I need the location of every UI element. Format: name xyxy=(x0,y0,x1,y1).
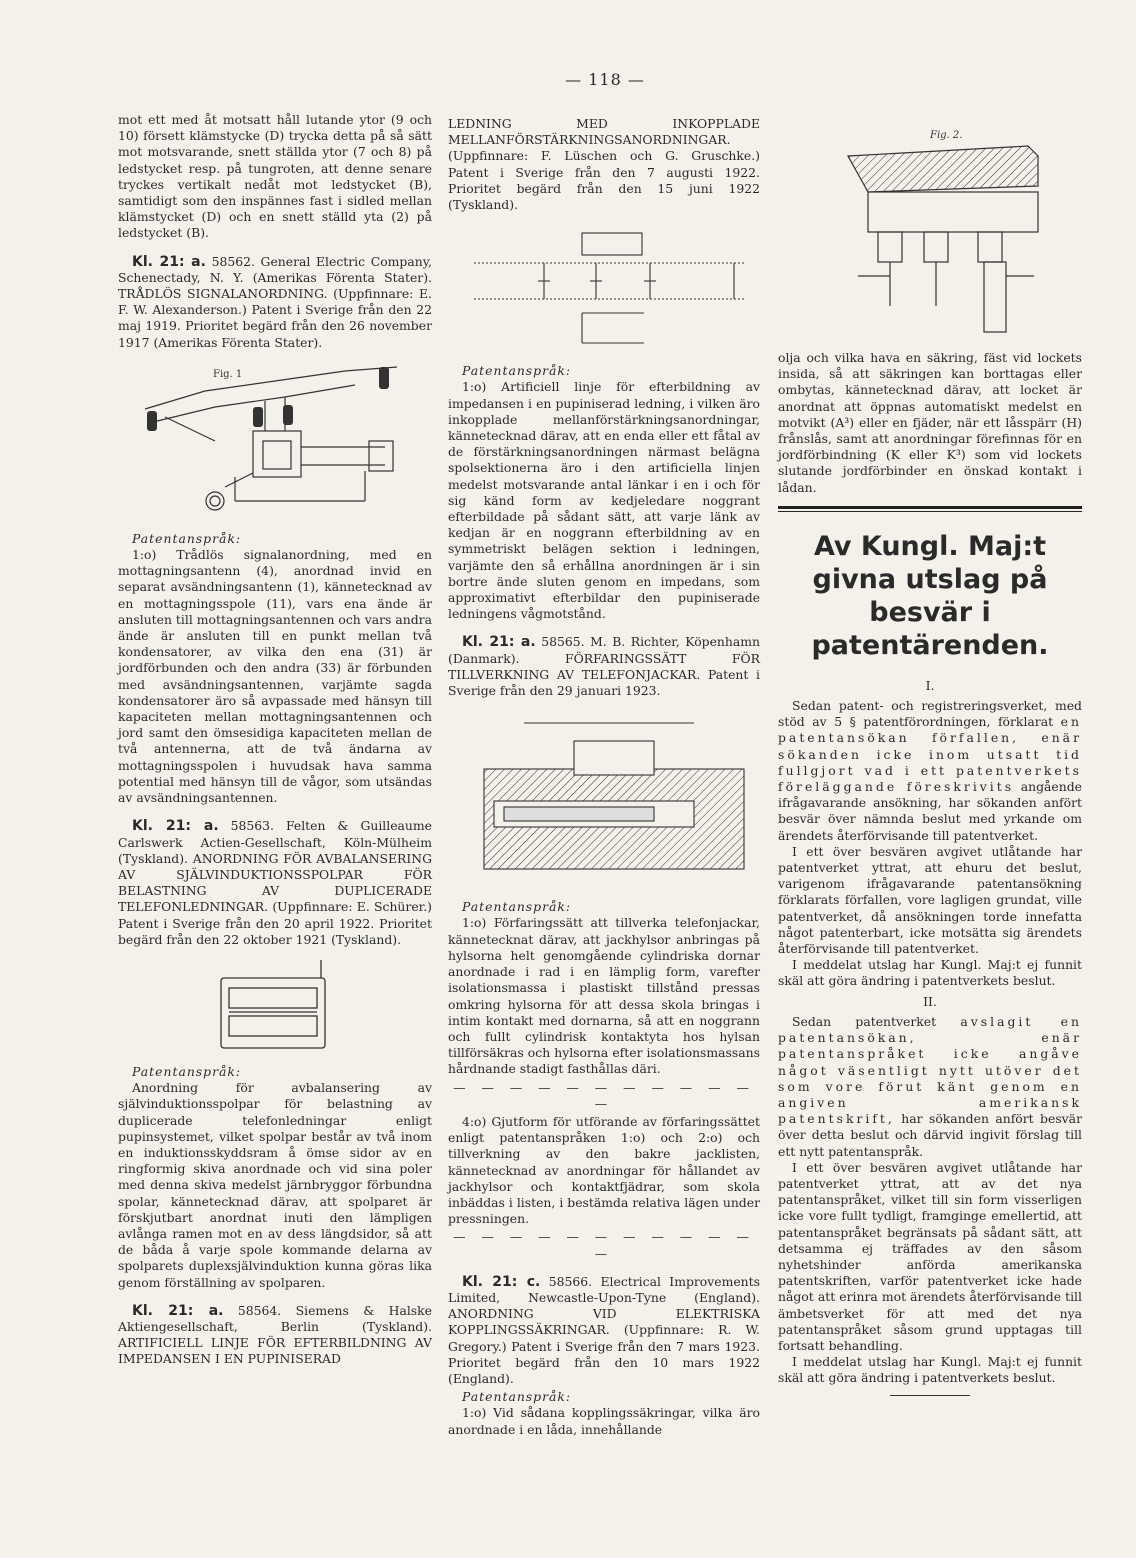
decision-2-paragraph: Sedan patentverket avslagit en patentansökan, enär patentanspråket icke angåve något väsentligt nytt utöver det som vore förut känt genom en angiven amerikansk patentskrift, har sökanden anfört besvär över detta beslut och därvid ingivit förslag till ett nytt patentanspråk. xyxy=(778,1013,1082,1159)
kl-label: Kl. 21: a. xyxy=(462,634,536,651)
section-divider-thin xyxy=(778,511,1082,512)
claim-heading: Patentanspråk: xyxy=(132,1063,242,1079)
patent-58562-body: 58562. General Electric Company, Schenectady, N. Y. (Amerikas Förenta Stater). TRÅDLÖS SIGNALANORDNING. (Uppfinnare: E. F. W. Alexanderson.) Patent i Sverige från den 22 maj 1919. Prioritet begärd från den 26 november 1917 (Amerikas Förenta Stater). xyxy=(118,253,432,350)
end-rule xyxy=(890,1395,970,1396)
patent-58565 xyxy=(448,634,760,699)
column-2: LEDNING MED INKOPPLADE MELLANFÖRSTÄRKNINGSANORDNINGAR. (Uppfinnare: F. Lüschen och G. Gruschke.) Patent i Sverige från den 7 augusti 1922. Prioritet begärd från den 15 juni 1922 (Tyskland). Patentanspråk: 1:o) Artificiell linje för efterbildning av impedansen i en pupiniserad ledning, i vilken äro inkopplade mellanförstärkningsanordningar, kännetecknad därav, att en enda eller ett fåtal av de förstärkningsanordningen närmast belägna spolsektionerna äro i den artificiella linjen medelst motsvarande antal länkar i en i och för sig känd form av kedjeledare noggrant efterbildade på sådant sätt, att varje länk av kedjan är en noggrann efterbildning av en symmetriskt belägen sektion i ledningen, varjämte den så erhållna anordningen är i sin bortre ände sluten genom en impedans, som approximativt efterbildar den pupiniserade ledningens vågmotstånd. Kl. 21: a. 58565. M. B. Richter, Köpenhamn (Danmark). FÖRFARINGSSÄTT FÖR TILLVERKNING AV TELEFONJACKAR. Patent i Sverige från den 29 januari 1923. Patentanspråk: 1:o) Förfaringssätt att tillverka telefonjackar, kännetecknat därav, att jackhylsor anbringas på hylsorna helt genomgående cylindriska dornar anordnade i rad i en lämplig form, varefter isolationsmassa i plastiskt tillstånd pressas omkring hylsorna för att dessa skola bringas i intim kontakt med dornarna, så att en noggrann och fullt cylindrisk kontaktyta hos hylsan tillförsäkras och hylsorna efter isolationsmassans hårdnande stadigt fasthållas däri. — — — — — — — — — — — — 4:o) Gjutform för utförande av förfaringssättet enligt patentanspråken 1:o) och 2:o) och tillverkning av den bakre jacklisten, kännetecknad av anordningar för hållandet av jackhylsor och kontaktfjädrar, som skola inbäddas i listen, i bestämda relativa lägen under pressningen. — — — — — — — — — — — — Kl. 21: c. 58566. Electrical Improvements Limited, Newcastle-Upon-Tyne (England). ANORDNING VID ELEKTRISKA KOPPLINGSSÄKRINGAR. (Uppfinnare: R. W. Gregory.) Patent i Sverige från den 7 mars 1923. Prioritet begärd från den 10 mars 1922 (England). Patentanspråk: 1:o) Vid sådana kopplingssäkringar, vilka äro anordnade i en låda, innehållande xyxy=(448,116,761,1437)
page-number: — 118 — xyxy=(565,70,645,89)
claim-text: 4:o) Gjutform för utförande av förfaringssättet enligt patentanspråken 1:o) och 2:o) och tillverkning av den bakre jacklisten, kännetecknad av anordningar för hållandet av jackhylsor och kontaktfjädrar, som skola inbäddas i listen, i bestämda relativa lägen under pressningen. xyxy=(448,1113,760,1227)
col1-intro: mot ett med åt motsatt håll lutande ytor (9 och 10) försett klämstycke (D) trycka detta på så sätt mot motsvarande, snett ställda ytor (7 och 8) på ledstycket resp. på tungroten, att denne senare tryckes vertikalt nedåt mot ledstycket (B), samtidigt som den inspännes fast i sidled mellan klämstycket (D) och en snett ställd yta (2) på ledstycket (B). xyxy=(118,112,432,241)
figure-jack-mold xyxy=(454,709,754,889)
decision-1-paragraph: I ett över besvären avgivet utlåtande har patentverket yttrat, att ehuru det beslut, varigenom ifrågavarande patentansökning förklarats förfallen, vore lagligen grundat, ville patentverket, då ansökningen torde innefatta något patenterbart, icke motsätta sig ärendets återförvisande till patentverket. xyxy=(778,843,1082,957)
section-headline: Av Kungl. Maj:t givna utslag på besvär i patentärenden. xyxy=(811,530,1049,661)
kl-label: Kl. 21: a. xyxy=(132,818,219,835)
claim-heading: Patentanspråk: xyxy=(462,363,572,379)
claim-text: 1:o) Trådlös signalanordning, med en mottagningsantenn (4), anordnad invid en separat avsändningsantenn (1), kännetecknad av en mottagningsspole (11), vars ena ände är ansluten till mottagningsantennen och vars andra ände är ansluten till en punkt mellan två kondensatorer, av vilka den ena (31) är jordförbunden och den andra (33) är förbunden med avsändningsantennen, varjämte sagda kondensatorer äro så avpassade med hänsyn till kapaciteten mellan mottagningsantennen och jord samt den ömsesidiga kapaciteten mellan de två antennerna, att de två ändarna av mottagningsspolen i huvudsak hava samma potential med hänsyn till de vågor, som utsändas av avsändningsantennen. xyxy=(118,547,432,806)
patent-58565-body: 58565. M. B. Richter, Köpenhamn (Danmark). FÖRFARINGSSÄTT FÖR TILLVERKNING AV TELEFONJACKAR. Patent i Sverige från den 29 januari 1923. xyxy=(448,634,761,699)
section-divider xyxy=(778,506,1082,509)
patent-58564-body: 58564. Siemens & Halske Aktiengesellschaft, Berlin (Tyskland). ARTIFICIELL LINJE FÖR EFTERBILDNING AV IMPEDANSEN I EN PUPINISERAD xyxy=(118,1302,432,1367)
decision-2-paragraph: I ett över besvären avgivet utlåtande har patentverket yttrat, att av det nya patentanspråket, vilket till sin form visserligen icke vore fullt tydligt, framginge emellertid, att patentanspråket begränsats på sådant sätt, att detsamma ej träffades av den såsom nyhetshinder anförda amerikanska patentskriften, varför patentverket icke hade något att erinra mot ärendets återförvisande till ämbetsverket för att med det nya patentanspråket såsom grund upptagas till fortsatt behandling. xyxy=(778,1159,1082,1353)
col2-continuation: LEDNING MED INKOPPLADE MELLANFÖRSTÄRKNINGSANORDNINGAR. (Uppfinnare: F. Lüschen och G. Gruschke.) Patent i Sverige från den 7 augusti 1922. Prioritet begärd från den 15 juni 1922 (Tyskland). xyxy=(448,116,760,213)
kl-label: Kl. 21: a. xyxy=(132,1302,224,1319)
decision-1-paragraph: I meddelat utslag har Kungl. Maj:t ej funnit skäl att göra ändring i patentverkets beslut. xyxy=(778,957,1082,989)
patent-58564 xyxy=(118,1303,432,1368)
column-3 xyxy=(778,350,1082,1396)
claim-text: 1:o) Förfaringssätt att tillverka telefonjackar, kännetecknat därav, att jackhylsor anbringas på hylsorna helt genomgående cylindriska dornar anordnade i rad i en lämplig form, varefter isolationsmassa i plastiskt tillstånd pressas omkring hylsorna för att dessa skola bringas i intim kontakt med dornarna, så att en noggrann och fullt cylindrisk kontaktyta hos hylsan tillförsäkras och hylsorna efter isolationsmassans hårdnande stadigt fasthållas däri. xyxy=(448,915,760,1077)
patent-58562 xyxy=(118,254,432,351)
figure-artificial-line xyxy=(454,223,754,353)
patent-58566 xyxy=(448,1274,760,1387)
patent-58563 xyxy=(118,818,432,948)
figure-label: Fig. 1 xyxy=(213,368,243,380)
kl-label: Kl. 21: c. xyxy=(462,1273,541,1290)
claim-heading: Patentanspråk: xyxy=(132,530,242,546)
figure-antenna-circuit xyxy=(135,361,415,521)
decision-2-paragraph: I meddelat utslag har Kungl. Maj:t ej funnit skäl att göra ändring i patentverkets beslut. xyxy=(778,1354,1082,1386)
claim-text: Anordning för avbalansering av självinduktionsspolpar för belastning av duplicerade telefonledningar enligt pupinsystemet, vilket spolpar består av två inom en induktionsskyddsram å ömse sidor av en ringformig skiva anordnade och vid sina poler med denna skiva medelst järnbryggor förbundna spolar, kännetecknad därav, att spolparet är förskjutbart anordnat inuti den lämpligen avlånga ramen mot en av dess längdsidor, så att de båda å varje spole kommande delarna av spolparets duplexsjälvinduktion kunna göras lika genom förställning av spolparen. xyxy=(118,1080,432,1290)
figure-coil-frame xyxy=(205,958,345,1054)
patent-58566-body: 58566. Electrical Improvements Limited, Newcastle-Upon-Tyne (England). ANORDNING VID ELEKTRISKA KOPPLINGSSÄKRINGAR. (Uppfinnare: R. W. Gregory.) Patent i Sverige från den 7 mars 1923. Prioritet begärd från den 10 mars 1922 (England). xyxy=(448,1273,760,1386)
claim-text: 1:o) Artificiell linje för efterbildning av impedansen i en pupiniserad ledning, i vilken äro inkopplade mellanförstärkningsanordningar, kännetecknad därav, att en enda eller ett fåtal av de förstärkningsanordningen närmast belägna spolsektionerna äro i den artificiella linjen medelst motsvarande antal länkar i en i och för sig känd form av kedjeledare noggrant efterbildade på sådant sätt, att varje länk av kedjan är en noggrann efterbildning av en symmetriskt belägen sektion i ledningen, varjämte den så erhållna anordningen är i sin bortre ände sluten genom en impedans, som approximativt efterbildar den pupiniserade ledningens vågmotstånd. xyxy=(448,379,760,622)
claim-heading: Patentanspråk: xyxy=(462,1389,572,1405)
section-number: I. xyxy=(925,677,935,693)
col3-continuation: olja och vilka hava en säkring, fäst vid lockets insida, så att säkringen kan borttagas eller ombytas, kännetecknad därav, att locket är anordnat att öppnas automatiskt medelst en motvikt (A³) eller en fjäder, när ett låsspärr (H) frånslås, samt att anordningar förefinnas för en jordförbindning (K eller K³) som vid lockets slutande jordförbinder en önskad kontakt i lådan. xyxy=(778,350,1082,495)
claim-heading: Patentanspråk: xyxy=(462,899,572,915)
claim-text: 1:o) Vid sådana kopplingssäkringar, vilka äro anordnade i en låda, innehållande xyxy=(448,1405,760,1437)
column-1 xyxy=(118,112,432,1368)
section-number: II. xyxy=(923,993,937,1009)
decision-1-paragraph: Sedan patent- och registreringsverket, med stöd av 5 § patentförordningen, förklarat en patentansökan förfallen, enär sökanden icke inom utsatt tid fullgjort vad i ett patentverkets föreläggande föreskrivits angående ifrågavarande ansökning, har sökanden anfört besvär över nämnda beslut med yrkande om ärendets återförvisande till patentverket. xyxy=(778,698,1082,843)
kl-label: Kl. 21: a. xyxy=(132,253,206,270)
figure-fuse-box xyxy=(838,126,1068,336)
patent-58563-body: 58563. Felten & Guilleaume Carlswerk Actien-Gesellschaft, Köln-Mülheim (Tyskland). ANORDNING FÖR AVBALANSERING AV SJÄLVINDUKTIONSSPOLPAR FÖR BELASTNING AV DUPLICERADE TELEFONLEDNINGAR. (Uppfinnare: E. Schürer.) Patent i Sverige från den 20 april 1922. Prioritet begärd från den 22 oktober 1921 (Tyskland). xyxy=(118,818,432,947)
figure-label: Fig. 2. xyxy=(930,130,963,141)
